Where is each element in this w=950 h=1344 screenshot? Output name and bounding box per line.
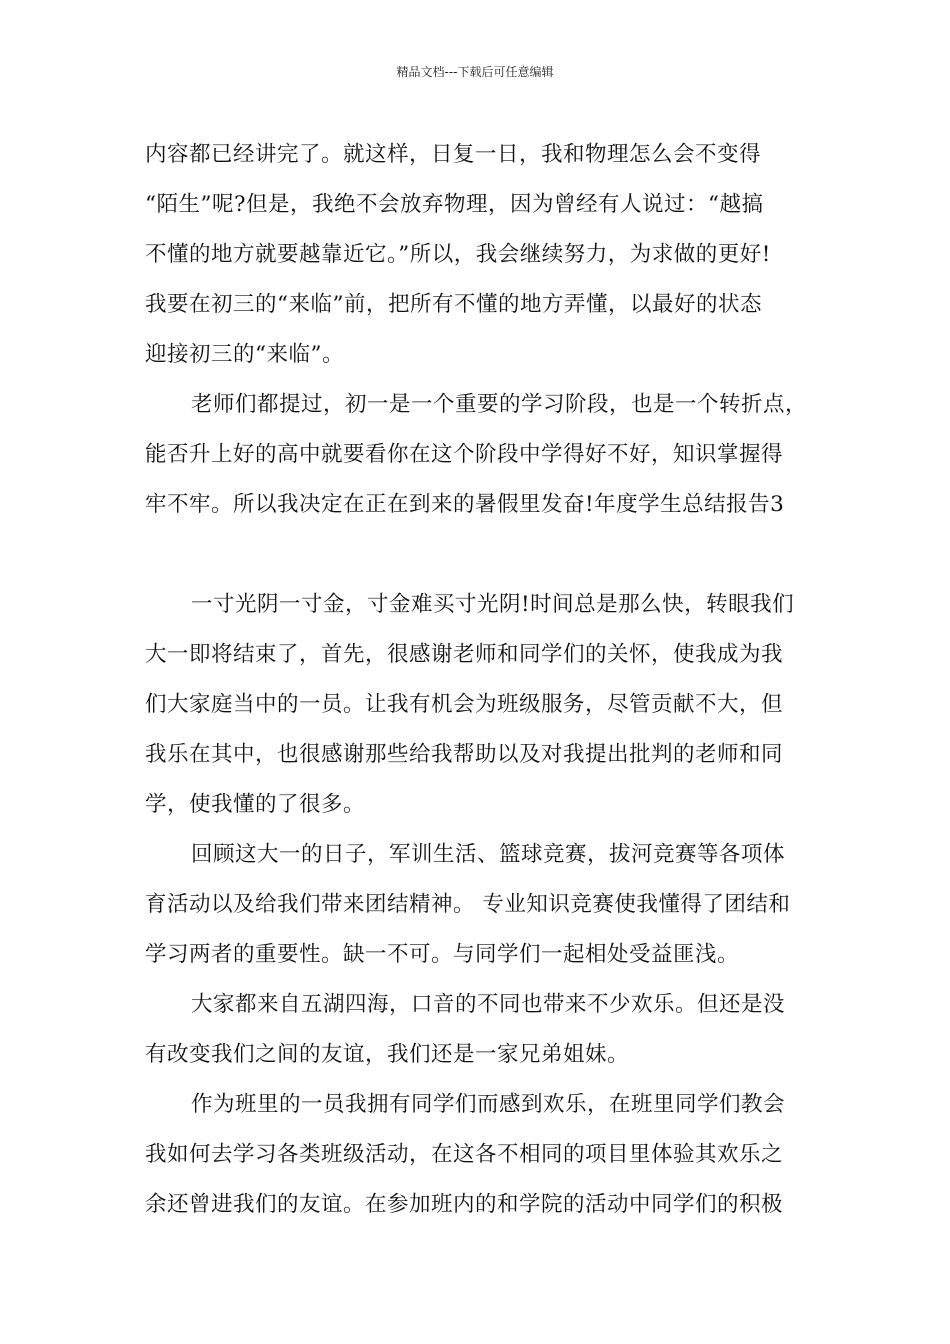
paragraph xyxy=(145,380,825,530)
text-line: 不懂的地方就要越靠近它。”所以，我会继续努力，为求做的更好! xyxy=(145,242,771,267)
text-line: 迎接初三的“来临”。 xyxy=(145,342,344,367)
document-body xyxy=(145,130,825,1230)
text-line: 我乐在其中，也很感谢那些给我帮助以及对我提出批判的老师和同 xyxy=(145,742,784,767)
text-line: 牢不牢。所以我决定在正在到来的暑假里发奋!年度学生总结报告3 xyxy=(145,492,785,517)
text-line: 内容都已经讲完了。就这样，日复一日，我和物理怎么会不变得 xyxy=(145,142,762,167)
text-line: 学，使我懂的了很多。 xyxy=(145,792,366,817)
text-line: 大一即将结束了，首先，很感谢老师和同学们的关怀，使我成为我 xyxy=(145,642,784,667)
text-line: 育活动以及给我们带来团结精神。 专业知识竞赛使我懂得了团结和 xyxy=(145,892,791,917)
text-line: 余还曾进我们的友谊。在参加班内的和学院的活动中同学们的积极 xyxy=(145,1192,784,1217)
text-line: 大家都来自五湖四海，口音的不同也带来不少欢乐。但还是没 xyxy=(191,992,786,1017)
paragraph xyxy=(145,130,825,380)
paragraph xyxy=(145,980,825,1080)
text-line: 一寸光阴一寸金，寸金难买寸光阴!时间总是那么快，转眼我们 xyxy=(191,592,795,617)
blank-line xyxy=(145,530,825,580)
paragraph xyxy=(145,580,825,830)
text-line: 有改变我们之间的友谊，我们还是一家兄弟姐妹。 xyxy=(145,1042,630,1067)
paragraph xyxy=(145,1080,825,1230)
text-line: 回顾这大一的日子，军训生活、篮球竞赛，拔河竞赛等各项体 xyxy=(191,842,786,867)
text-line: “陌生”呢?但是，我绝不会放弃物理，因为曾经有人说过：“越搞 xyxy=(145,192,764,217)
text-line: 我要在初三的“来临”前，把所有不懂的地方弄懂，以最好的状态 xyxy=(145,292,762,317)
text-line: 作为班里的一员我拥有同学们而感到欢乐，在班里同学们教会 xyxy=(191,1092,786,1117)
paragraph xyxy=(145,830,825,980)
text-line: 们大家庭当中的一员。让我有机会为班级服务，尽管贡献不大，但 xyxy=(145,692,784,717)
text-line: 老师们都提过，初一是一个重要的学习阶段，也是一个转折点， xyxy=(191,392,808,417)
page-header: 精品文档---下载后可任意编辑 xyxy=(396,65,554,79)
text-line: 能否升上好的高中就要看你在这个阶段中学得好不好，知识掌握得 xyxy=(145,442,784,467)
text-line: 我如何去学习各类班级活动，在这各不相同的项目里体验其欢乐之 xyxy=(145,1142,784,1167)
text-line: 学习两者的重要性。缺一不可。与同学们一起相处受益匪浅。 xyxy=(145,942,740,967)
